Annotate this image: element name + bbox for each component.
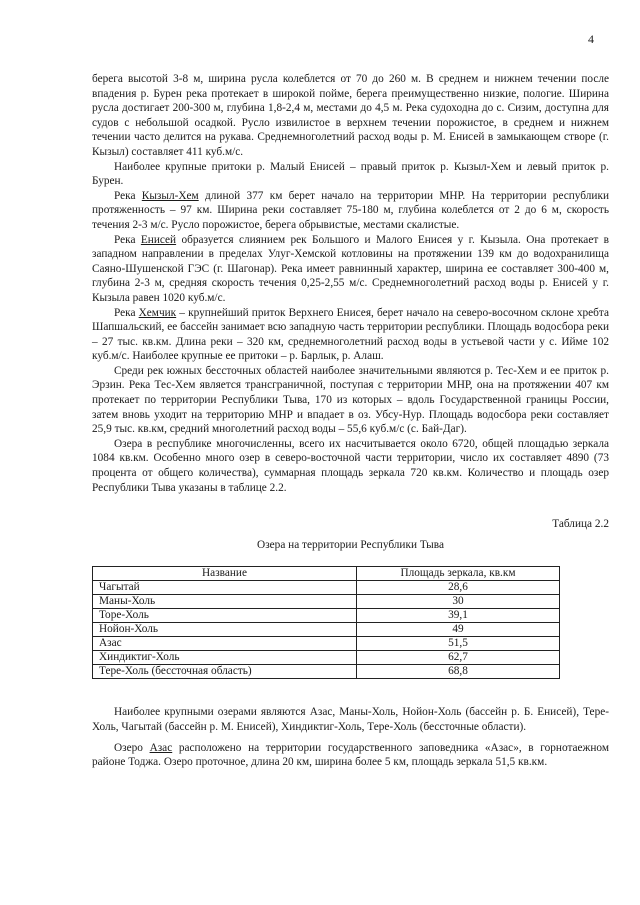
table-header-row [93,567,560,581]
paragraph-text: образуется слиянием рек Большого и Малого Енисея у г. Кызыла. Она протекает в западном направлении в пределах Улуг-Хемской котловины на протяжении 139 км до водохранилища Саяно-Шушенской ГЭС (г. Шагонар). Река имеет равнинный характер, ширина ее составляет 300-400 м, глубина 2-3 м, средняя скорость течения 0,25-2,55 м/с. Среднемноголетний расход воды р. Енисей у г. Кызыла равен 1020 куб.м/с. [92,233,609,304]
paragraph-prefix: Озеро [114,741,150,754]
lake-area: 51,5 [357,637,560,651]
paragraph-khemchik [92,306,609,364]
lake-area: 28,6 [357,581,560,595]
lake-name: Тере-Холь (бессточная область) [93,665,357,679]
lake-area: 30 [357,595,560,609]
table-row [93,665,560,679]
paragraph-yenisei [92,233,609,306]
lakes-table [92,566,560,679]
lake-name: Хиндиктиг-Холь [93,651,357,665]
lake-area: 39,1 [357,609,560,623]
lake-name: Маны-Холь [93,595,357,609]
lake-name-azas: Азас [149,741,173,754]
table-row [93,651,560,665]
paragraph-6: Среди рек южных бессточных областей наиболее значительными являются р. Тес-Хем и ее приток р. Эрзин. Река Тес-Хем является трансграничной, поступая с территории МНР, она на протяжении 407 км протекает по территории Республики Тыва, 170 из которых – вдоль Государственной границы России, затем вновь уходит на территорию МНР и впадает в оз. Убсу-Нур. Площадь водосбора реки составляет 25,9 тыс. кв.км, средний многолетний расход воды – 55,6 куб.м/с (с. Бай-Даг). [92,364,609,436]
table-row [93,623,560,637]
paragraph-azas [92,741,609,770]
paragraph-text: расположено на территории государственного заповедника «Азас», в горнотаежном районе Тоджа. Озеро проточное, длина 20 км, ширина более 5 км, площадь зеркала 51,5 кв.км. [92,741,609,769]
paragraph-kyzyl-khem [92,189,609,233]
paragraph-prefix: Река [114,233,141,246]
table-row [93,595,560,609]
lake-area: 68,8 [357,665,560,679]
paragraph-text: длиной 377 км берет начало на территории МНР. На территории республики протяженность – 97 км. Ширина реки составляет 75-180 м, глубина колеблется от 2 до 6 м, скорость течения 2-3 м/с. Русло порожистое, берега обрывистые, местами скалистые. [92,189,609,231]
table-row [93,581,560,595]
paragraph-2: Наиболее крупные притоки р. Малый Енисей – правый приток р. Кызыл-Хем и левый приток р. Бурен. [92,160,609,188]
lake-name: Чагытай [93,581,357,595]
lake-name: Торе-Холь [93,609,357,623]
document-body [92,72,609,770]
table-row [93,637,560,651]
column-header-area: Площадь зеркала, кв.км [357,567,560,581]
table-row [93,609,560,623]
river-name-yenisei: Енисей [140,233,177,246]
paragraph-prefix: Река [114,306,139,319]
lake-area: 49 [357,623,560,637]
table-caption: Таблица 2.2 [552,518,609,531]
page-number: 4 [588,32,594,46]
table-title: Озера на территории Республики Тыва [257,538,444,551]
lake-name: Нойон-Холь [93,623,357,637]
river-name-khemchik: Хемчик [138,306,177,319]
paragraph-text: – крупнейший приток Верхнего Енисея, берет начало на северо-восочном склоне хребта Шапшальский, ее бассейн занимает всю западную часть территории республики. Площадь водосбора реки – 27 тыс. кв.км. Длина реки – 320 км, среднемноголетний расход воды в устьевой части у с. Ийме 102 куб.м/с. Наиболее крупные ее притоки – р. Барлык, р. Алаш. [92,306,609,363]
paragraph-1: берега высотой 3-8 м, ширина русла колеблется от 70 до 260 м. В среднем и нижнем течении после впадения р. Бурен река протекает в широкой пойме, берега преимущественно низкие, пологие. Ширина русла достигает 200-300 м, глубина 1,8-2,4 м, местами до 4,5 м. Река судоходна до с. Сизим, доступна для судов с небольшой осадкой. Русло извилистое в верхнем течении порожистое, в среднем и нижнем течении часто делится на рукава. Среднемноголетний расход воды р. М. Енисей в замыкающем створе (г. Кызыл) составляет 411 куб.м/с. [92,73,609,158]
river-name-kyzyl-khem: Кызыл-Хем [141,189,199,202]
lake-area: 62,7 [357,651,560,665]
lake-name: Азас [93,637,357,651]
paragraph-7: Озера в республике многочисленны, всего их насчитывается около 6720, общей площадью зеркала 1084 кв.км. Особенно много озер в северо-восточной части территории, число их составляет 4890 (73 процента от общего количества), суммарная площадь зеркала 720 кв.км. Количество и площадь озер Республики Тыва указаны в таблице 2.2. [92,437,609,494]
paragraph-8: Наиболее крупными озерами являются Азас, Маны-Холь, Нойон-Холь (бассейн р. Б. Енисей), Тере-Холь, Чагытай (бассейн р. М. Енисей), Хиндиктиг-Холь, Тере-Холь (бессточные области). [92,706,609,733]
paragraph-prefix: Река [114,189,142,202]
column-header-name: Название [93,567,357,581]
